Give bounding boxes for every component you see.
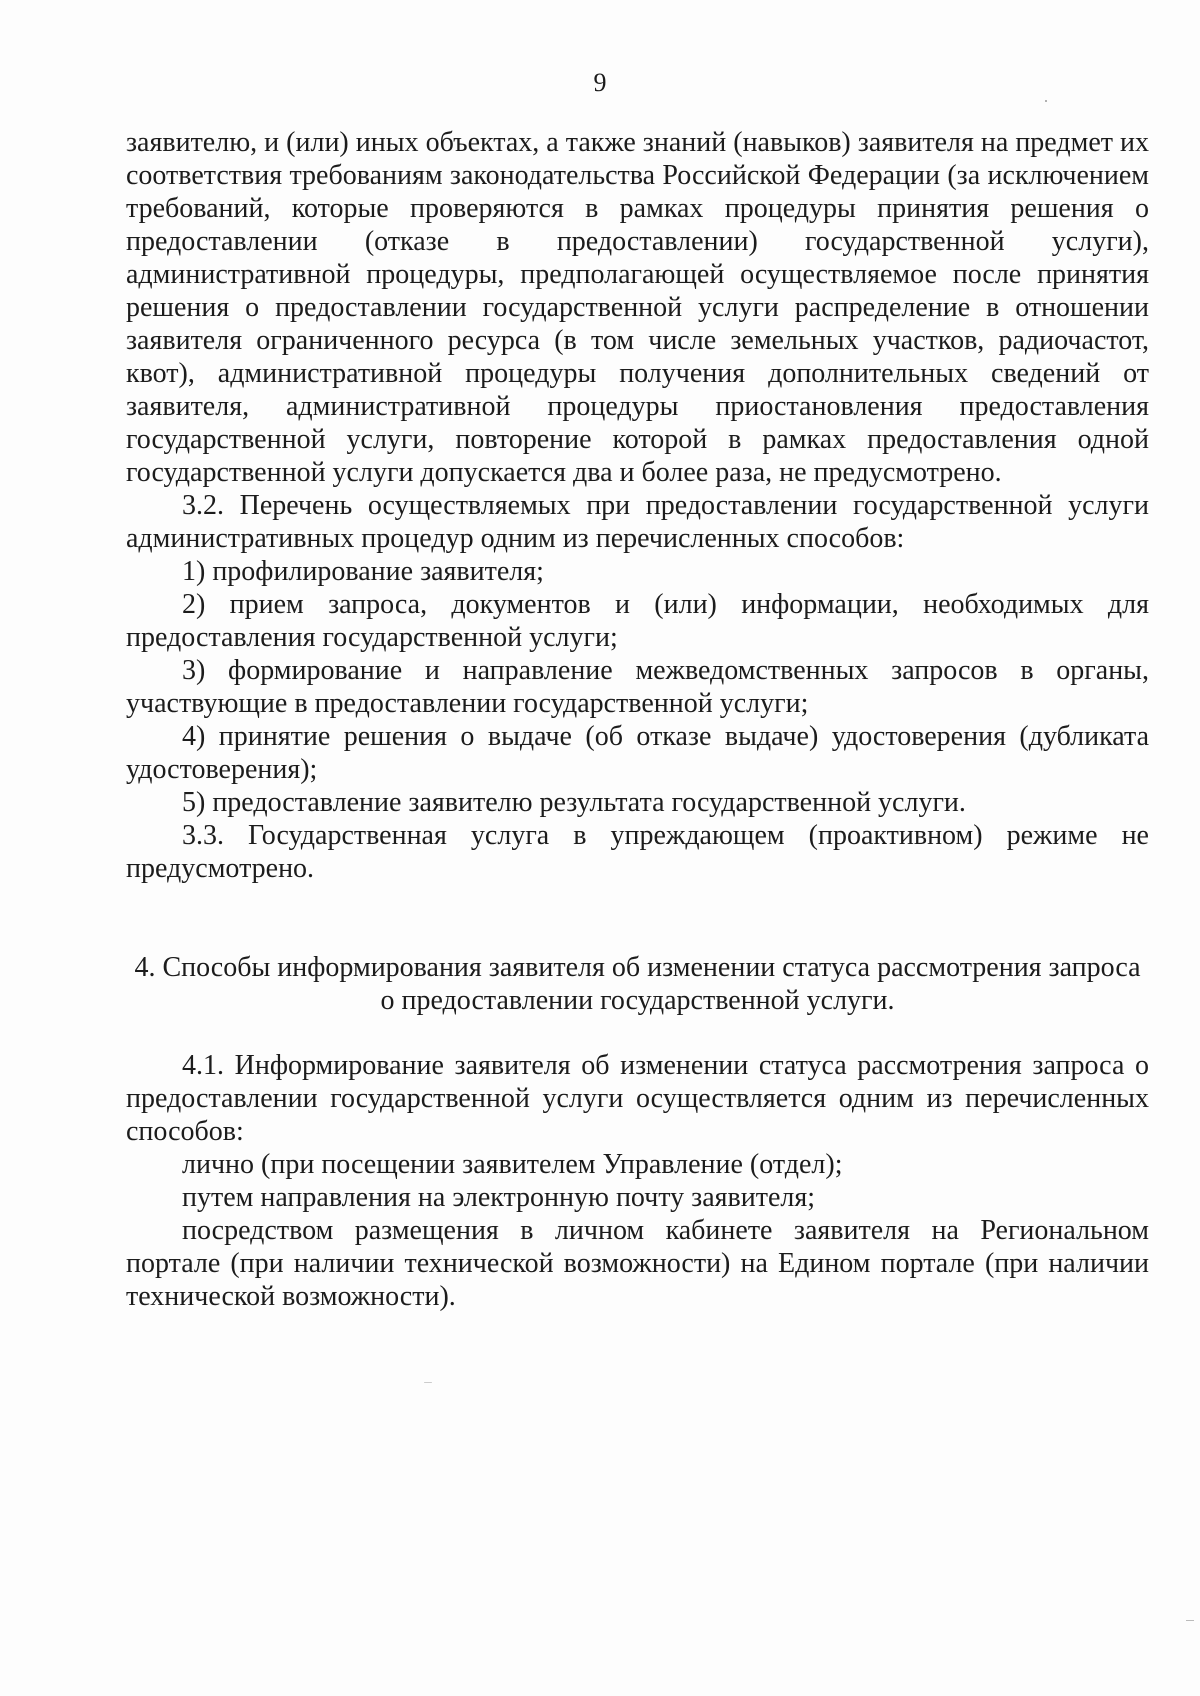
list-item-3: 3) формирование и направление межведомственных запросов в органы, участвующие в предоставлении государственной услуги; [126, 655, 1149, 719]
paragraph-3-3: 3.3. Государственная услуга в упреждающем (проактивном) режиме не предусмотрено. [126, 820, 1149, 884]
document-body [126, 126, 1149, 1313]
method-email: путем направления на электронную почту заявителя; [182, 1182, 816, 1213]
list-item-1: 1) профилирование заявителя; [182, 556, 544, 587]
method-portal: посредством размещения в личном кабинете заявителя на Региональном портале (при наличии технической возможности) на Едином портале (при наличии технической возможности). [126, 1215, 1149, 1312]
paragraph-continuation: заявителю, и (или) иных объектах, а также знаний (навыков) заявителя на предмет их соответствия требованиям законодательства Российской Федерации (за исключением требований, которые проверяются в рамках процедуры принятия решения о предоставлении (отказе в предоставлении) государственной услуги), административной процедуры, предполагающей осуществляемое после принятия решения о предоставлении государственной услуги распределение в отношении заявителя ограниченного ресурса (в том числе земельных участков, радиочастот, квот), административной процедуры получения дополнительных сведений от заявителя, административной процедуры приостановления предоставления государственной услуги, повторение которой в рамках предоставления одной государственной услуги допускается два и более раза, не предусмотрено. [126, 127, 1149, 488]
paragraph-4-1: 4.1. Информирование заявителя об изменении статуса рассмотрения запроса о предоставлении государственной услуги осуществляется одним из перечисленных способов: [126, 1050, 1149, 1147]
page-number: 9 [593, 68, 607, 97]
section-4-heading: 4. Способы информирования заявителя об изменении статуса рассмотрения запроса о предоставлении государственной услуги. [134, 952, 1141, 1016]
scan-speck [424, 1382, 432, 1383]
list-item-2: 2) прием запроса, документов и (или) информации, необходимых для предоставления государственной услуги; [126, 589, 1149, 653]
scan-mark [1186, 1620, 1194, 1621]
list-item-4: 4) принятие решения о выдаче (об отказе выдаче) удостоверения (дубликата удостоверения); [126, 721, 1149, 785]
list-item-5: 5) предоставление заявителю результата государственной услуги. [182, 787, 966, 818]
method-in-person: лично (при посещении заявителем Управление (отдел); [182, 1149, 843, 1180]
scan-speck [1045, 100, 1047, 102]
paragraph-3-2: 3.2. Перечень осуществляемых при предоставлении государственной услуги административных процедур одним из перечисленных способов: [126, 490, 1149, 554]
